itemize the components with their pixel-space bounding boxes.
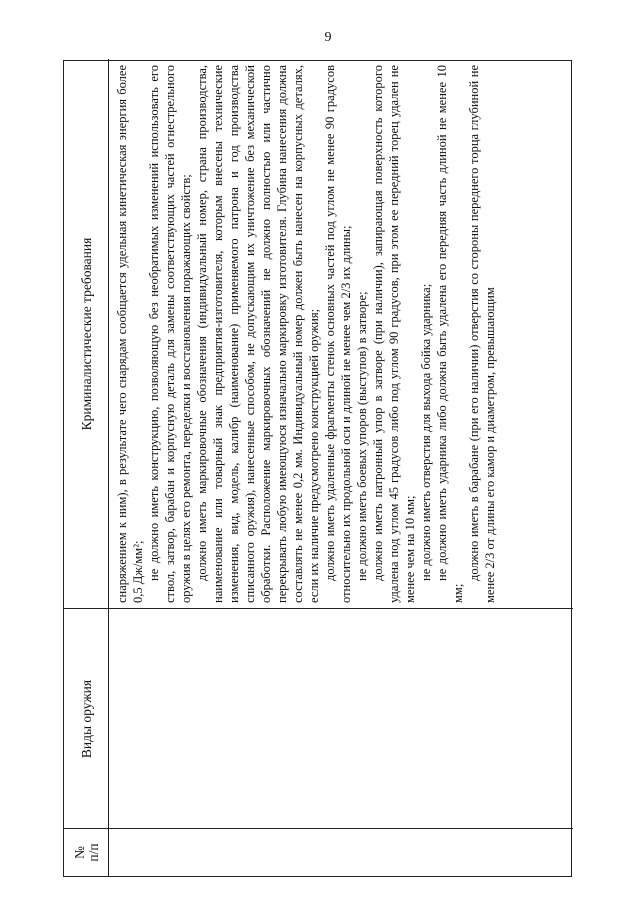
column-divider-2 [64, 608, 573, 609]
requirement-paragraph: должно иметь патронный упор в затворе (при наличии), запирающая поверхность которого удалена под углом 45 градусов либо под углом 90 градусов, при этом ее передний торец удален не менее чем на 10 мм; [371, 65, 417, 603]
page-number: 9 [324, 30, 332, 45]
requirement-paragraph: не должно иметь отверстия для выхода бойка ударника; [419, 283, 433, 581]
requirement-paragraph: не должно иметь боевых упоров (выступов) в затворе; [355, 291, 369, 581]
requirement-paragraph: должно иметь в барабане (при его наличии) отверстия со стороны переднего торца глубиной не менее 2/3 от длины его камор и диаметром, превышающим [467, 65, 497, 603]
requirement-paragraph: снаряжением к ним), в результате чего снарядам сообщается удельная кинетическая энергия более 0,5 Дж/мм²; [115, 65, 145, 603]
requirement-paragraph: должно иметь маркировочные обозначения (индивидуальный номер, страна производства, наименование или товарный знак предприятия-изготовителя, которым внесены технические изменения, вид, модель, калибр (наименование) применяемого патрона и год производства списанного оружия), нанесенные способом, не допускающим их уничтожение без механической обработки. Расположение маркировочных обозначений не должно полностью или частично перекрывать любую имеющуюся изначально маркировку изготовителя. Глубина нанесения должна составлять не менее 0,2 мм. Индивидуальный номер должен быть нанесен на корпусных деталях, если их наличие предусмотрено конструкцией оружия; [195, 65, 321, 603]
table-frame [63, 60, 572, 877]
column-divider-1 [64, 828, 573, 829]
requirement-paragraph: не должно иметь ударника либо должна быть удалена его передняя часть длиной не менее 10 мм; [435, 65, 465, 603]
requirements-table [63, 60, 572, 877]
header-number-abbrev: п/п [85, 843, 101, 862]
header-number-column [64, 829, 109, 876]
requirement-paragraph: не должно иметь конструкцию, позволяющую без необратимых изменений использовать его ствол, затвор, барабан и корпусную деталь для замены соответствующих частей огнестрельного оружия в целях его ремонта, переделки и восстановления поражающих свойств; [147, 65, 193, 603]
requirement-paragraph: должно иметь удаленные фрагменты стенок основных частей под углом не менее 90 градусов относительно их продольной оси и длиной не менее чем 2/3 их длины; [323, 65, 353, 603]
requirements-text [114, 65, 498, 603]
header-weapon-type: Виды оружия [78, 679, 94, 759]
table-header-row [64, 59, 109, 876]
header-requirements: Криминалистические требования [78, 237, 94, 431]
header-number-symbol: № [71, 846, 87, 859]
